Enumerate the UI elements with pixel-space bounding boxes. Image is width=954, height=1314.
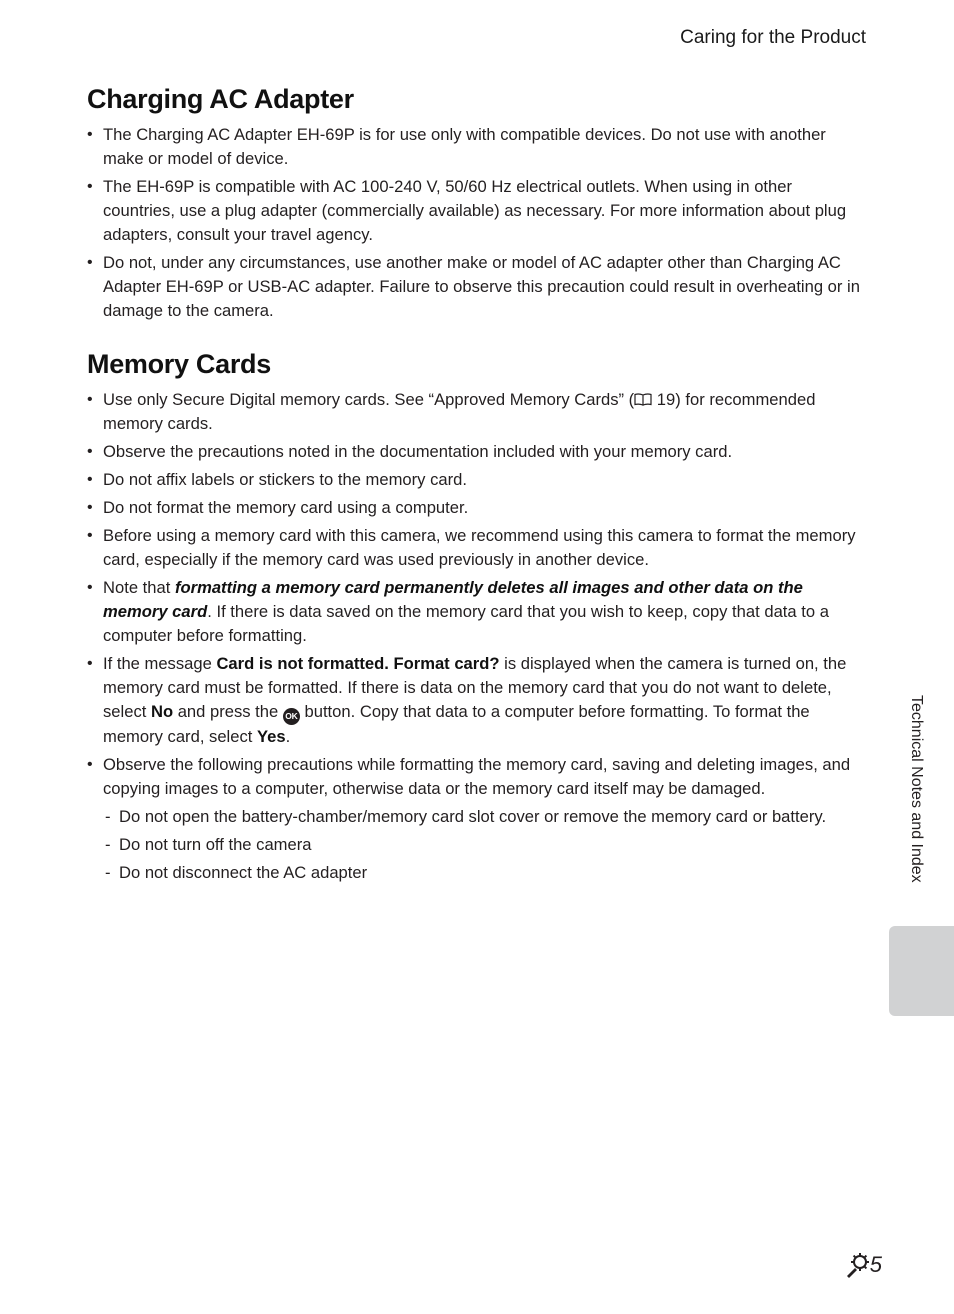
list-item — [87, 576, 865, 648]
text: Use only Secure Digital memory cards. See “Approved Memory Cards” ( — [103, 390, 635, 409]
text: If the message — [103, 654, 217, 673]
book-reference-icon — [634, 389, 652, 402]
text: Observe the following precautions while formatting the memory card, saving and deleting images, and copying images to a computer, otherwise data or the memory card itself may be damaged. — [103, 755, 851, 798]
text: . — [285, 727, 291, 746]
list-item: • Do not affix labels or stickers to the memory card. — [87, 468, 865, 492]
list-item — [87, 388, 865, 436]
option-yes: Yes — [257, 727, 286, 746]
text: Note that — [103, 578, 175, 597]
page-content — [87, 84, 865, 889]
memory-bullet-list — [87, 388, 865, 885]
side-tab-marker — [889, 926, 954, 1016]
text: is displayed when the camera is turned on, the memory card must be formatted. If there is data on the memory card that you do not want to delete, select — [103, 654, 847, 721]
text: button. Copy that data to a computer before formatting. To format the memory card, select — [103, 702, 810, 746]
option-no: No — [150, 702, 174, 721]
list-item: • The EH-69P is compatible with AC 100-240 V, 50/60 Hz electrical outlets. When using in other countries, use a plug adapter (commercially available) as necessary. For more information about plug adapters, consult your travel agency. — [87, 175, 865, 247]
list-item: • Do not format the memory card using a computer. — [87, 496, 865, 520]
sub-list-item: - Do not turn off the camera — [103, 833, 865, 857]
tools-icon — [844, 1252, 870, 1278]
list-item: • Observe the precautions noted in the documentation included with your memory card. — [87, 440, 865, 464]
list-item — [87, 753, 865, 885]
list-item: • Before using a memory card with this camera, we recommend using this camera to format the memory card, especially if the memory card was used previously in another device. — [87, 524, 865, 572]
list-item: • The Charging AC Adapter EH-69P is for use only with compatible devices. Do not use with another make or model of device. — [87, 123, 865, 171]
list-item — [87, 652, 865, 749]
running-header: Caring for the Product — [680, 27, 866, 48]
emphasis-text: formatting a memory card permanently deletes all images and other data on the memory card — [103, 578, 803, 621]
heading-charging-ac-adapter: Charging AC Adapter — [87, 84, 354, 114]
camera-message: Card is not formatted. Format card? — [216, 654, 500, 673]
page-number — [844, 1252, 882, 1278]
page-number-text: 5 — [869, 1252, 882, 1277]
sub-list — [103, 805, 865, 885]
side-tab-label: Technical Notes and Index — [908, 695, 925, 883]
ok-button-icon: OK — [283, 708, 300, 725]
text: and press the — [173, 702, 283, 721]
text: 19) for recommended memory cards. — [103, 390, 816, 433]
sub-list-item: - Do not disconnect the AC adapter — [103, 861, 865, 885]
charging-bullet-list — [87, 123, 865, 323]
sub-list-item: - Do not open the battery-chamber/memory card slot cover or remove the memory card or battery. — [103, 805, 865, 829]
text: . If there is data saved on the memory card that you wish to keep, copy that data to a computer before formatting. — [103, 602, 829, 645]
heading-memory-cards: Memory Cards — [87, 349, 271, 379]
list-item: • Do not, under any circumstances, use another make or model of AC adapter other than Charging AC Adapter EH-69P or USB-AC adapter. Failure to observe this precaution could result in overheating or in damage to the camera. — [87, 251, 865, 323]
